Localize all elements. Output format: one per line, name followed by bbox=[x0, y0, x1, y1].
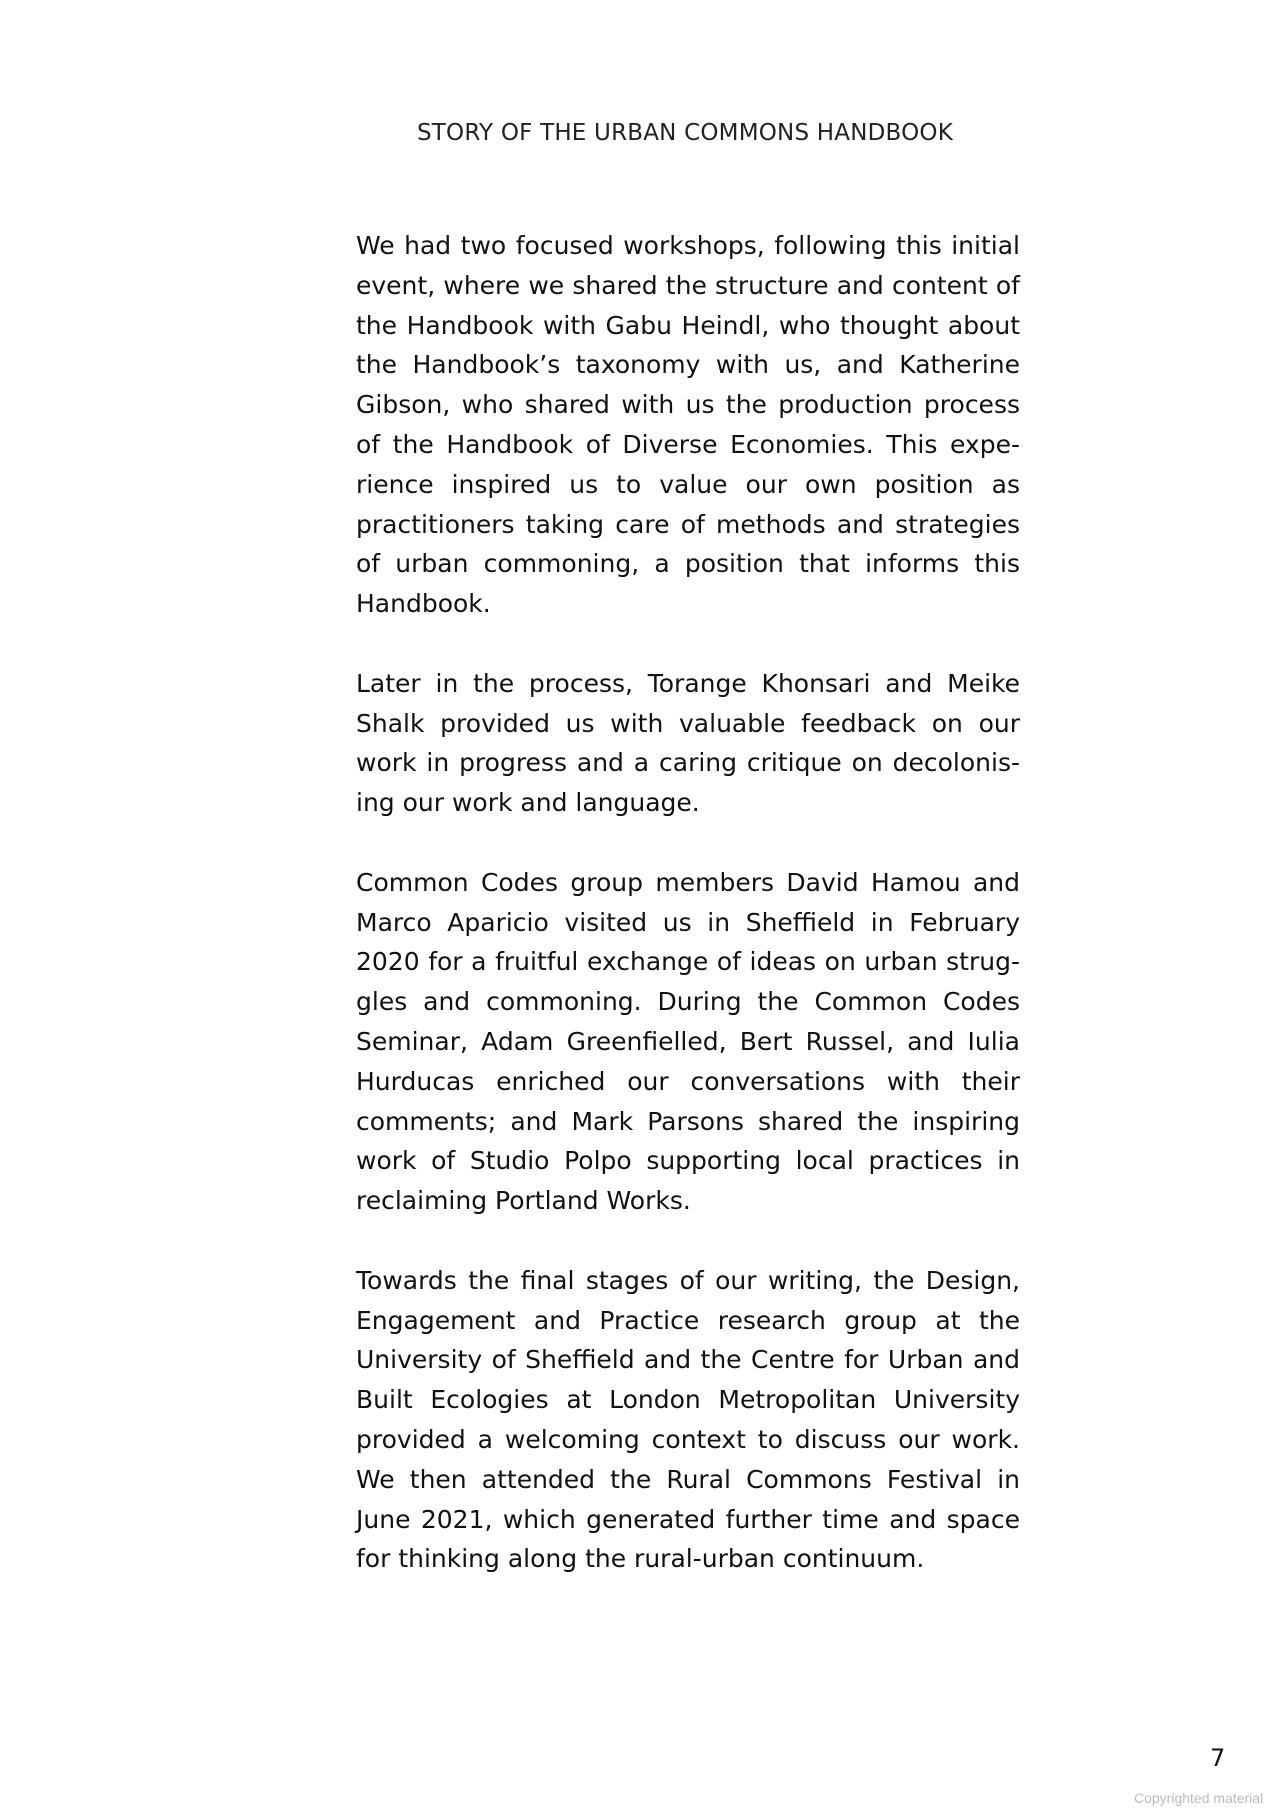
text-line: of urban commoning, a position that informs this bbox=[356, 549, 1020, 579]
paragraph bbox=[356, 664, 1020, 823]
text-line: Seminar, Adam Greenfielled, Bert Russel, and Iulia bbox=[356, 1026, 1020, 1056]
paragraph bbox=[356, 226, 1020, 624]
text-line: rience inspired us to value our own position as bbox=[356, 469, 1020, 499]
text-line: We then attended the Rural Commons Festival in bbox=[356, 1464, 1020, 1494]
text-line: reclaiming Portland Works. bbox=[356, 1186, 691, 1216]
text-line: University of Sheffield and the Centre for Urban and bbox=[356, 1345, 1020, 1375]
text-line: June 2021, which generated further time and space bbox=[356, 1504, 1020, 1534]
text-line: 2020 for a fruitful exchange of ideas on urban strug- bbox=[356, 947, 1020, 977]
text-line: ing our work and language. bbox=[356, 788, 700, 818]
text-line: practitioners taking care of methods and strategies bbox=[356, 509, 1020, 539]
running-header: STORY OF THE URBAN COMMONS HANDBOOK bbox=[417, 120, 953, 146]
text-line: for thinking along the rural-urban continuum. bbox=[356, 1544, 925, 1574]
text-line: event, where we shared the structure and content of bbox=[356, 270, 1020, 300]
text-line: Built Ecologies at London Metropolitan University bbox=[356, 1385, 1020, 1415]
text-line: work in progress and a caring critique on decolonis- bbox=[356, 748, 1020, 778]
text-line: Engagement and Practice research group at the bbox=[356, 1305, 1020, 1335]
text-line: provided a welcoming context to discuss our work. bbox=[356, 1424, 1020, 1454]
text-line: Common Codes group members David Hamou and bbox=[356, 867, 1020, 897]
text-line: gles and commoning. During the Common Codes bbox=[356, 987, 1020, 1017]
paragraph-gap bbox=[356, 1221, 1020, 1261]
text-line: work of Studio Polpo supporting local practices in bbox=[356, 1146, 1020, 1176]
text-line: Later in the process, Torange Khonsari and Meike bbox=[356, 668, 1020, 698]
text-line: Gibson, who shared with us the production process bbox=[356, 390, 1020, 420]
text-line: the Handbook with Gabu Heindl, who thought about bbox=[356, 310, 1020, 340]
text-line: Hurducas enriched our conversations with their bbox=[356, 1066, 1020, 1096]
paragraph bbox=[356, 863, 1020, 1221]
text-line: of the Handbook of Diverse Economies. This expe- bbox=[356, 429, 1020, 459]
text-line: We had two focused workshops, following this initial bbox=[356, 231, 1020, 260]
text-line: Marco Aparicio visited us in Sheffield in February bbox=[356, 907, 1020, 937]
copyright-watermark: Copyrighted material bbox=[1134, 1790, 1264, 1806]
text-line: Towards the final stages of our writing, the Design, bbox=[356, 1265, 1020, 1295]
paragraph bbox=[356, 1261, 1020, 1579]
text-line: Shalk provided us with valuable feedback on our bbox=[356, 708, 1020, 738]
paragraph-gap bbox=[356, 823, 1020, 863]
paragraph-gap bbox=[356, 624, 1020, 664]
text-line: comments; and Mark Parsons shared the inspiring bbox=[356, 1106, 1020, 1136]
body-text bbox=[356, 226, 1020, 1579]
page-number: 7 bbox=[1210, 1744, 1226, 1772]
text-line: the Handbook’s taxonomy with us, and Katherine bbox=[356, 350, 1020, 380]
text-line: Handbook. bbox=[356, 589, 491, 619]
